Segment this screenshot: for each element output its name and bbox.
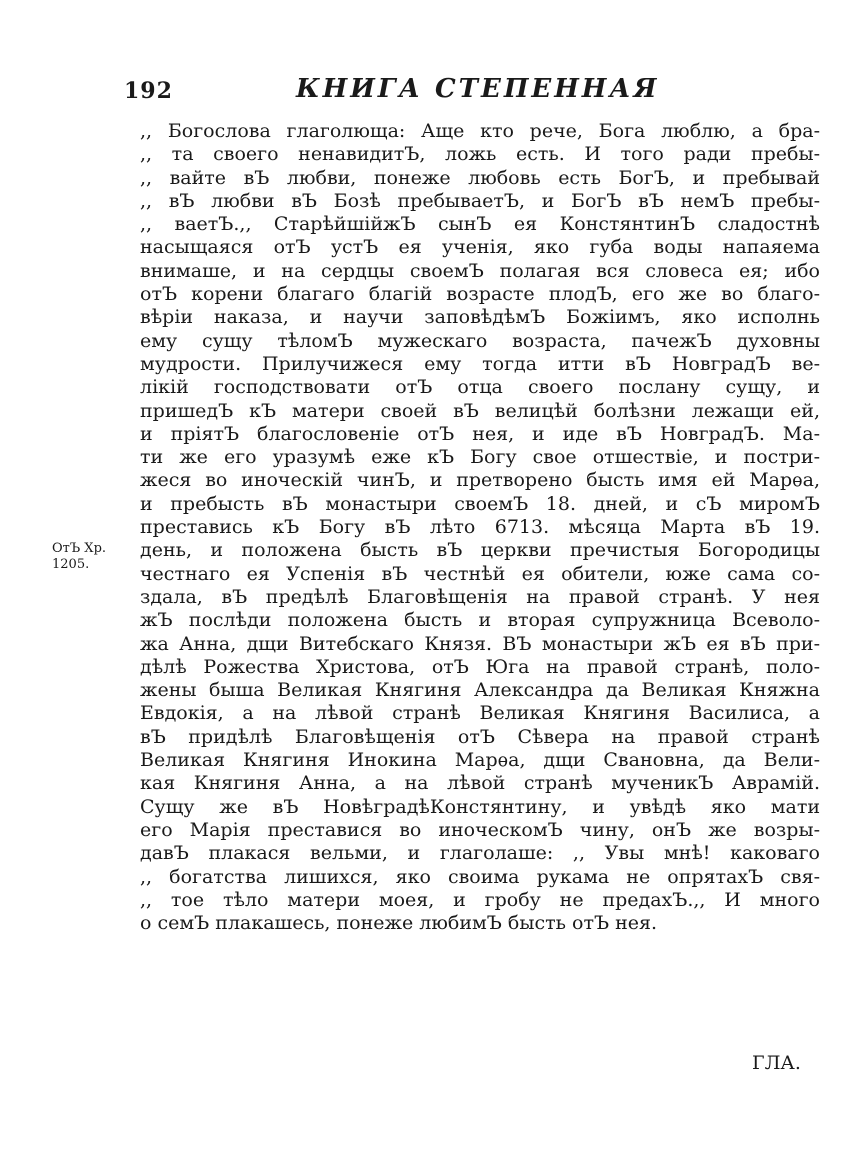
text-line: жеся во иноческій чинЪ, и претворено бысть имя ей Марѳа, bbox=[140, 469, 820, 492]
text-line: пришедЪ кЪ матери своей вЪ велицѣй болѣзни лежащи ей, bbox=[140, 399, 820, 422]
text-line: и пріятЪ благословеніе отЪ нея, и иде вЪ НовградЪ. Ма- bbox=[140, 422, 820, 445]
text-line: о семЪ плакашесь, понеже любимЪ бысть отЪ нея. bbox=[140, 912, 658, 935]
text-line: день, и положена бысть вЪ церкви пречистыя Богородицы bbox=[140, 539, 820, 562]
running-title: КНИГА СТЕПЕННАЯ bbox=[296, 74, 660, 104]
page-number: 192 bbox=[124, 78, 173, 104]
text-line: ,, вЪ любви вЪ Бозѣ пребываетЪ, и БогЪ вЪ немЪ пребы- bbox=[140, 189, 820, 212]
text-line: жены быша Великая Княгиня Александра да Великая Княжна bbox=[140, 679, 820, 702]
text-line: отЪ корени благаго благій возрасте плодЪ, его же во благо- bbox=[140, 283, 820, 306]
text-line: Сущу же вЪ НовѣградѣКонстянтину, и увѣдѣ яко мати bbox=[140, 795, 820, 818]
text-line: ,, ваетЪ.,, СтарѣйшійжЪ сынЪ ея КонстянтинЪ сладостнѣ bbox=[140, 213, 820, 236]
text-line: Великая Княгиня Инокина Марѳа, дщи Свановна, да Вели- bbox=[140, 749, 820, 772]
text-line: его Марія преставися во иноческомЪ чину, онЪ же возры- bbox=[140, 818, 820, 841]
text-line: и пребысть вЪ монастыри своемЪ 18. дней, и сЪ миромЪ bbox=[140, 492, 820, 515]
text-line: жЪ послѣди положена бысть и вторая супружница Всеволо- bbox=[140, 609, 820, 632]
text-line: ,, вайте вЪ любви, понеже любовь есть БогЪ, и пребывай bbox=[140, 166, 820, 189]
text-line: давЪ плакася вельми, и глаголаше: ,, Увы мнѣ! каковаго bbox=[140, 842, 820, 865]
text-line: здала, вЪ предѣлѣ Благовѣщенія на правой странѣ. У нея bbox=[140, 585, 820, 608]
catchword: ГЛА. bbox=[752, 1052, 801, 1074]
text-line: ,, тое тѣло матери моея, и гробу не предахЪ.,, И много bbox=[140, 888, 820, 911]
text-line: внимаше, и на сердцы своемЪ полагая вся словеса ея; ибо bbox=[140, 259, 820, 282]
text-line: вЪ придѣлѣ Благовѣщенія отЪ Сѣвера на правой странѣ bbox=[140, 725, 820, 748]
text-line: ,, Богослова глаголюща: Аще кто рече, Бога люблю, а бра- bbox=[140, 120, 820, 142]
margin-note-era: ОтЪ Хр. bbox=[52, 541, 107, 556]
text-line: ти же его уразумѣ еже кЪ Богу свое отшествіе, и постри- bbox=[140, 446, 820, 469]
text-line: кая Княгиня Анна, а на лѣвой странѣ мученикЪ Аврамій. bbox=[140, 772, 820, 795]
body-text bbox=[140, 120, 820, 935]
text-line: насыщаяся отЪ устЪ ея ученія, яко губа воды напаяема bbox=[140, 236, 820, 259]
text-line: лікій господствовати отЪ отца своего послану сущу, и bbox=[140, 376, 820, 399]
margin-note-year: 1205. bbox=[52, 557, 90, 572]
text-line: Евдокія, а на лѣвой странѣ Великая Княгиня Василиса, а bbox=[140, 702, 820, 725]
text-line: преставись кЪ Богу вЪ лѣто 6713. мѣсяца Марта вЪ 19. bbox=[140, 516, 820, 539]
text-line: ,, богатства лишихся, яко своима рукама не опрятахЪ свя- bbox=[140, 865, 820, 888]
text-line: дѣлѣ Рожества Христова, отЪ Юга на правой странѣ, поло- bbox=[140, 655, 820, 678]
text-line: жа Анна, дщи Витебскаго Князя. ВЪ монастыри жЪ ея вЪ при- bbox=[140, 632, 820, 655]
text-line: честнаго ея Успенія вЪ честнѣй ея обители, юже сама со- bbox=[140, 562, 820, 585]
text-line: ему сущу тѣломЪ мужескаго возраста, пачежЪ духовны bbox=[140, 329, 820, 352]
text-line: вѣріи наказа, и научи заповѣдѣмЪ Божіимъ, яко исполнь bbox=[140, 306, 820, 329]
text-line: ,, та своего ненавидитЪ, ложь есть. И того ради пребы- bbox=[140, 143, 820, 166]
text-line: мудрости. Прилучижеся ему тогда итти вЪ НовградЪ ве- bbox=[140, 352, 820, 375]
